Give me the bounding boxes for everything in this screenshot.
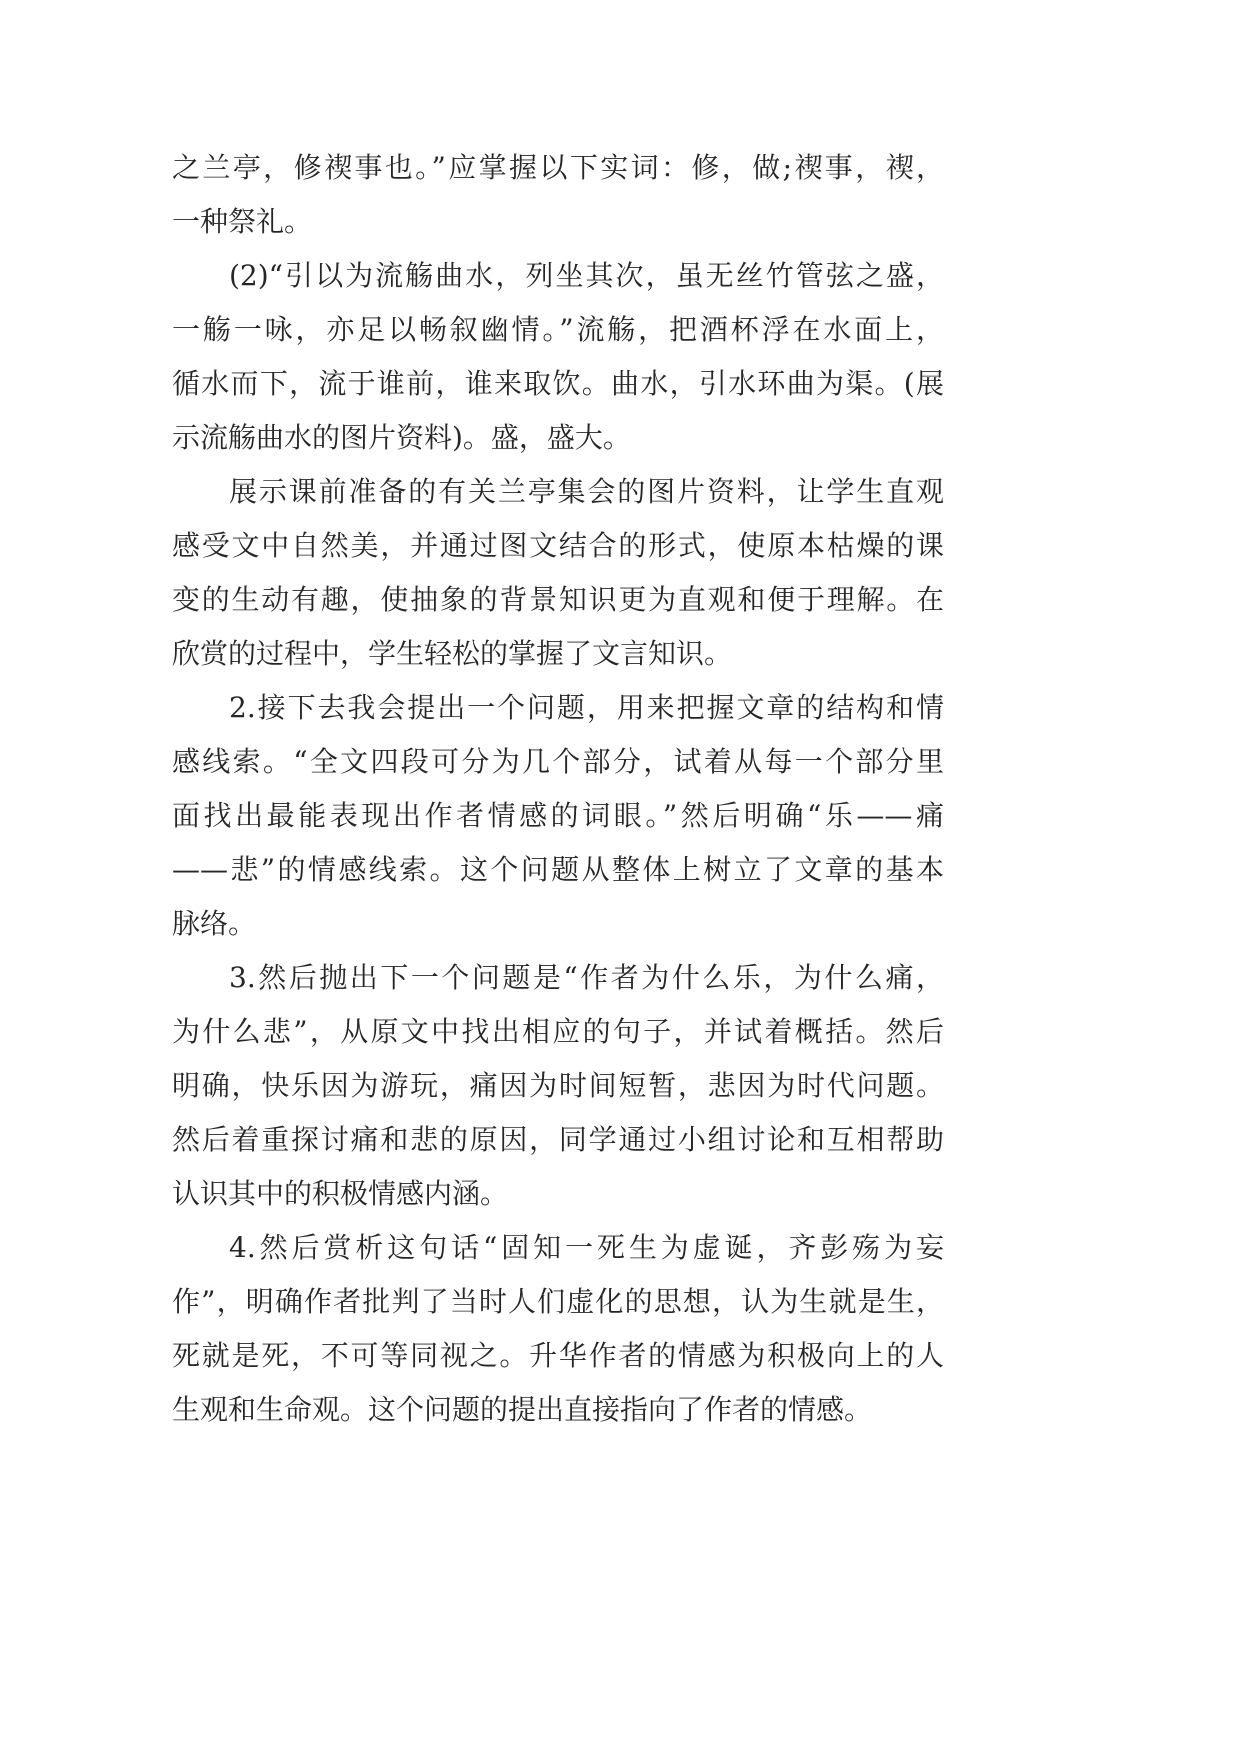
text-line: 欣赏的过程中，学生轻松的掌握了文言知识。	[172, 637, 733, 670]
text-line: 循水而下，流于谁前，谁来取饮。曲水，引水环曲为渠。(展	[172, 367, 944, 400]
text-line: 明确，快乐因为游玩，痛因为时间短暂，悲因为时代问题。	[172, 1069, 944, 1102]
text-line: 认识其中的积极情感内涵。	[172, 1177, 509, 1210]
text-line: 之兰亭，修禊事也。”应掌握以下实词：修，做;禊事，禊，	[172, 151, 944, 184]
text-line: 4.然后赏析这句话“固知一死生为虚诞，齐彭殇为妄	[229, 1231, 944, 1264]
text-line: 为什么悲”，从原文中找出相应的句子，并试着概括。然后	[172, 1015, 944, 1048]
text-line: 死就是死，不可等同视之。升华作者的情感为积极向上的人	[172, 1339, 944, 1372]
text-line: 然后着重探讨痛和悲的原因，同学通过小组讨论和互相帮助	[172, 1123, 944, 1156]
text-line: 一种祭礼。	[172, 205, 313, 238]
text-line: ——悲”的情感线索。这个问题从整体上树立了文章的基本	[172, 853, 944, 886]
paragraph-step-3	[172, 951, 944, 1221]
text-line: 感受文中自然美，并通过图文结合的形式，使原本枯燥的课	[172, 529, 944, 562]
paragraph-liushang-qushui	[172, 249, 944, 465]
paragraph-image-materials	[172, 465, 944, 681]
text-line: 脉络。	[172, 907, 257, 940]
text-line: 一觞一咏，亦足以畅叙幽情。”流觞，把酒杯浮在水面上，	[172, 313, 944, 346]
paragraph-step-4	[172, 1221, 944, 1437]
paragraph-continuation	[172, 141, 944, 249]
text-line: (2)“引以为流觞曲水，列坐其次，虽无丝竹管弦之盛，	[229, 259, 944, 292]
text-line: 生观和生命观。这个问题的提出直接指向了作者的情感。	[172, 1393, 873, 1426]
body-text	[172, 141, 944, 1437]
text-line: 作”，明确作者批判了当时人们虚化的思想，认为生就是生，	[172, 1285, 944, 1318]
text-line: 面找出最能表现出作者情感的词眼。”然后明确“乐——痛	[172, 799, 944, 832]
paragraph-step-2	[172, 681, 944, 951]
text-line: 示流觞曲水的图片资料)。盛，盛大。	[172, 421, 631, 454]
text-line: 变的生动有趣，使抽象的背景知识更为直观和便于理解。在	[172, 583, 944, 616]
text-line: 3.然后抛出下一个问题是“作者为什么乐，为什么痛，	[229, 961, 944, 994]
text-line: 2.接下去我会提出一个问题，用来把握文章的结构和情	[229, 691, 944, 724]
text-line: 展示课前准备的有关兰亭集会的图片资料，让学生直观	[229, 475, 944, 508]
text-line: 感线索。“全文四段可分为几个部分，试着从每一个部分里	[172, 745, 944, 778]
